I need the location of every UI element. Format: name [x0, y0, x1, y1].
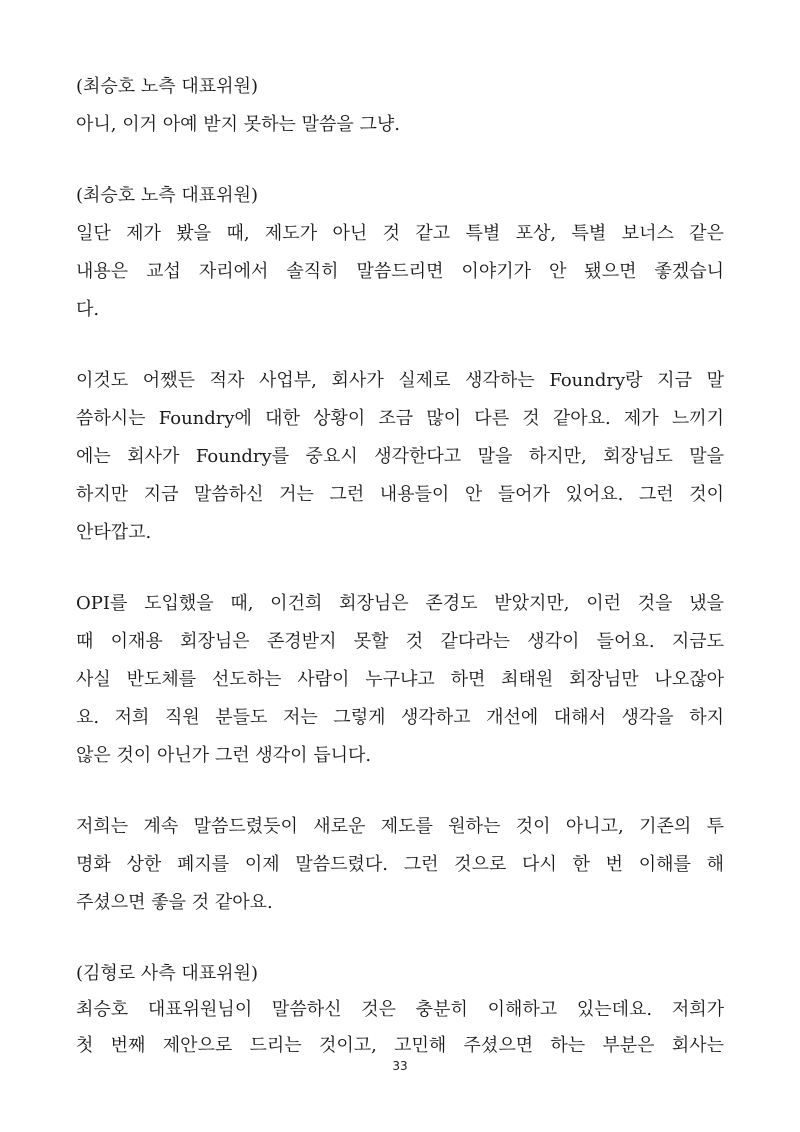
text-line: 때 이재용 회장님은 존경받지 못할 것 같다라는 생각이 들어요. 지금도 — [76, 631, 724, 652]
text-line: 주셨으면 좋을 것 같아요. — [76, 892, 273, 913]
speaker-label: (최승호 노측 대표위원) — [76, 185, 258, 206]
text-line: 아니, 이거 아예 받지 못하는 말씀을 그냥. — [76, 114, 400, 135]
text-line: 저희는 계속 말씀드렸듯이 새로운 제도를 원하는 것이 아니고, 기존의 투 — [76, 816, 724, 837]
speaker-label: (김형로 사측 대표위원) — [76, 963, 258, 984]
text-line: 다. — [76, 299, 100, 320]
text-line: 첫 번째 제안으로 드리는 것이고, 고민해 주셨으면 하는 부분은 회사는 — [76, 1035, 724, 1056]
text-line: 명화 상한 폐지를 이제 말씀드렸다. 그런 것으로 다시 한 번 이해를 해 — [76, 854, 724, 875]
text-line: 이것도 어쨌든 적자 사업부, 회사가 실제로 생각하는 Foundry랑 지금 말 — [76, 370, 724, 391]
speaker-label: (최승호 노측 대표위원) — [76, 76, 258, 97]
text-line: 최승호 대표위원님이 말씀하신 것은 충분히 이해하고 있는데요. 저희가 — [76, 999, 724, 1020]
text-line: 하지만 지금 말씀하신 거는 그런 내용들이 안 들어가 있어요. 그런 것이 — [76, 484, 724, 505]
text-line: 요. 저희 직원 분들도 저는 그렇게 생각하고 개선에 대해서 생각을 하지 — [76, 707, 724, 728]
text-line: 안타깝고. — [76, 522, 152, 543]
text-line: 않은 것이 아닌가 그런 생각이 듭니다. — [76, 745, 372, 766]
text-line: 씀하시는 Foundry에 대한 상황이 조금 많이 다른 것 같아요. 제가 느끼기 — [76, 408, 724, 429]
text-line: 에는 회사가 Foundry를 중요시 생각한다고 말을 하지만, 회장님도 말을 — [76, 446, 724, 467]
text-line: 내용은 교섭 자리에서 솔직히 말씀드리면 이야기가 안 됐으면 좋겠습니 — [76, 261, 724, 282]
page-number: 33 — [392, 1059, 408, 1073]
text-line: 일단 제가 봤을 때, 제도가 아닌 것 같고 특별 포상, 특별 보너스 같은 — [76, 223, 724, 244]
text-line: OPI를 도입했을 때, 이건희 회장님은 존경도 받았지만, 이런 것을 냈을 — [76, 593, 724, 614]
text-line: 사실 반도체를 선도하는 사람이 누구냐고 하면 최태원 회장님만 나오잖아 — [76, 669, 724, 690]
